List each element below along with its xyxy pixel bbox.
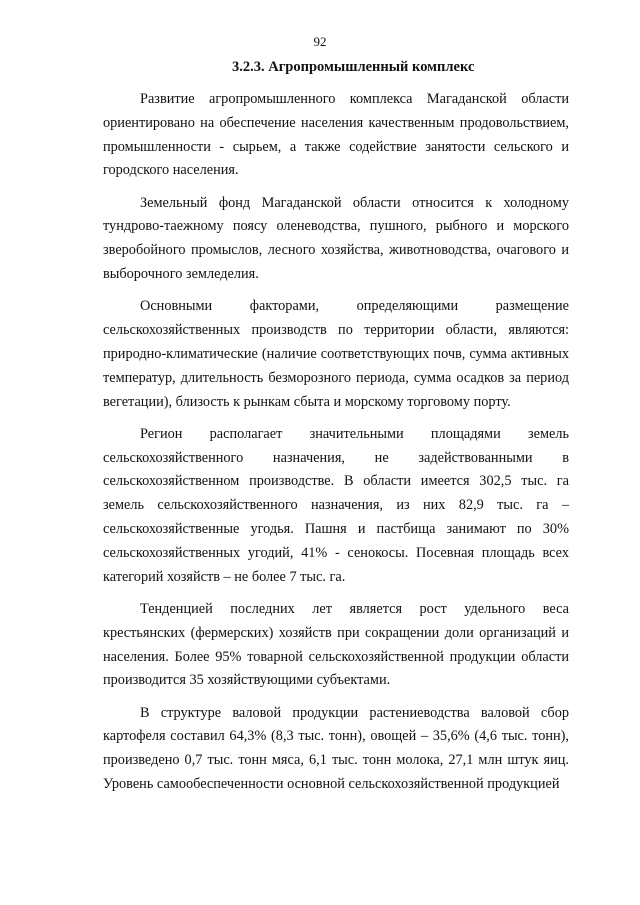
body-text [103,88,569,797]
paragraph: Развитие агропромышленного комплекса Магаданской области ориентировано на обеспечение населения качественным продовольствием, промышленности - сырьем, а также содействие занятости сельского и городского населения. [103,91,569,179]
paragraph: Регион располагает значительными площадями земель сельскохозяйственного назначения, не задействованными в сельскохозяйственном производстве. В области имеется 302,5 тыс. га земель сельскохозяйственного назначения, из них 82,9 тыс. га – сельскохозяйственные угодья. Пашня и пастбища занимают по 30% сельскохозяйственных угодий, 41% - сенокосы. Посевная площадь всех категорий хозяйств – не более 7 тыс. га. [103,425,569,585]
paragraph: Тенденцией последних лет является рост удельного веса крестьянских (фермерских) хозяйств при сокращении доли организаций и населения. Более 95% товарной сельскохозяйственной продукции области производится 35 хозяйствующими субъектами. [103,600,569,689]
paragraph: Основными факторами, определяющими размещение сельскохозяйственных производств по территории области, являются: природно-климатические (наличие соответствующих почв, сумма активных температур, длительность безморозного периода, сумма осадков за период вегетации), близость к рынкам сбыта и морскому торговому порту. [103,298,569,410]
section-heading: 3.2.3. Агропромышленный комплекс [232,59,475,75]
paragraph: В структуре валовой продукции растениеводства валовой сбор картофеля составил 64,3% (8,3 тыс. тонн), овощей – 35,6% (4,6 тыс. тонн), произведено 0,7 тыс. тонн мяса, 6,1 тыс. тонн молока, 27,1 млн штук яиц. Уровень самообеспеченности основной сельскохозяйственной продукцией [103,704,569,793]
page-number: 92 [313,34,327,49]
paragraph: Земельный фонд Магаданской области относится к холодному тундрово-таежному поясу оленеводства, пушного, рыбного и морского зверобойного промыслов, лесного хозяйства, животноводства, очагового и выборочного земледелия. [103,194,569,283]
